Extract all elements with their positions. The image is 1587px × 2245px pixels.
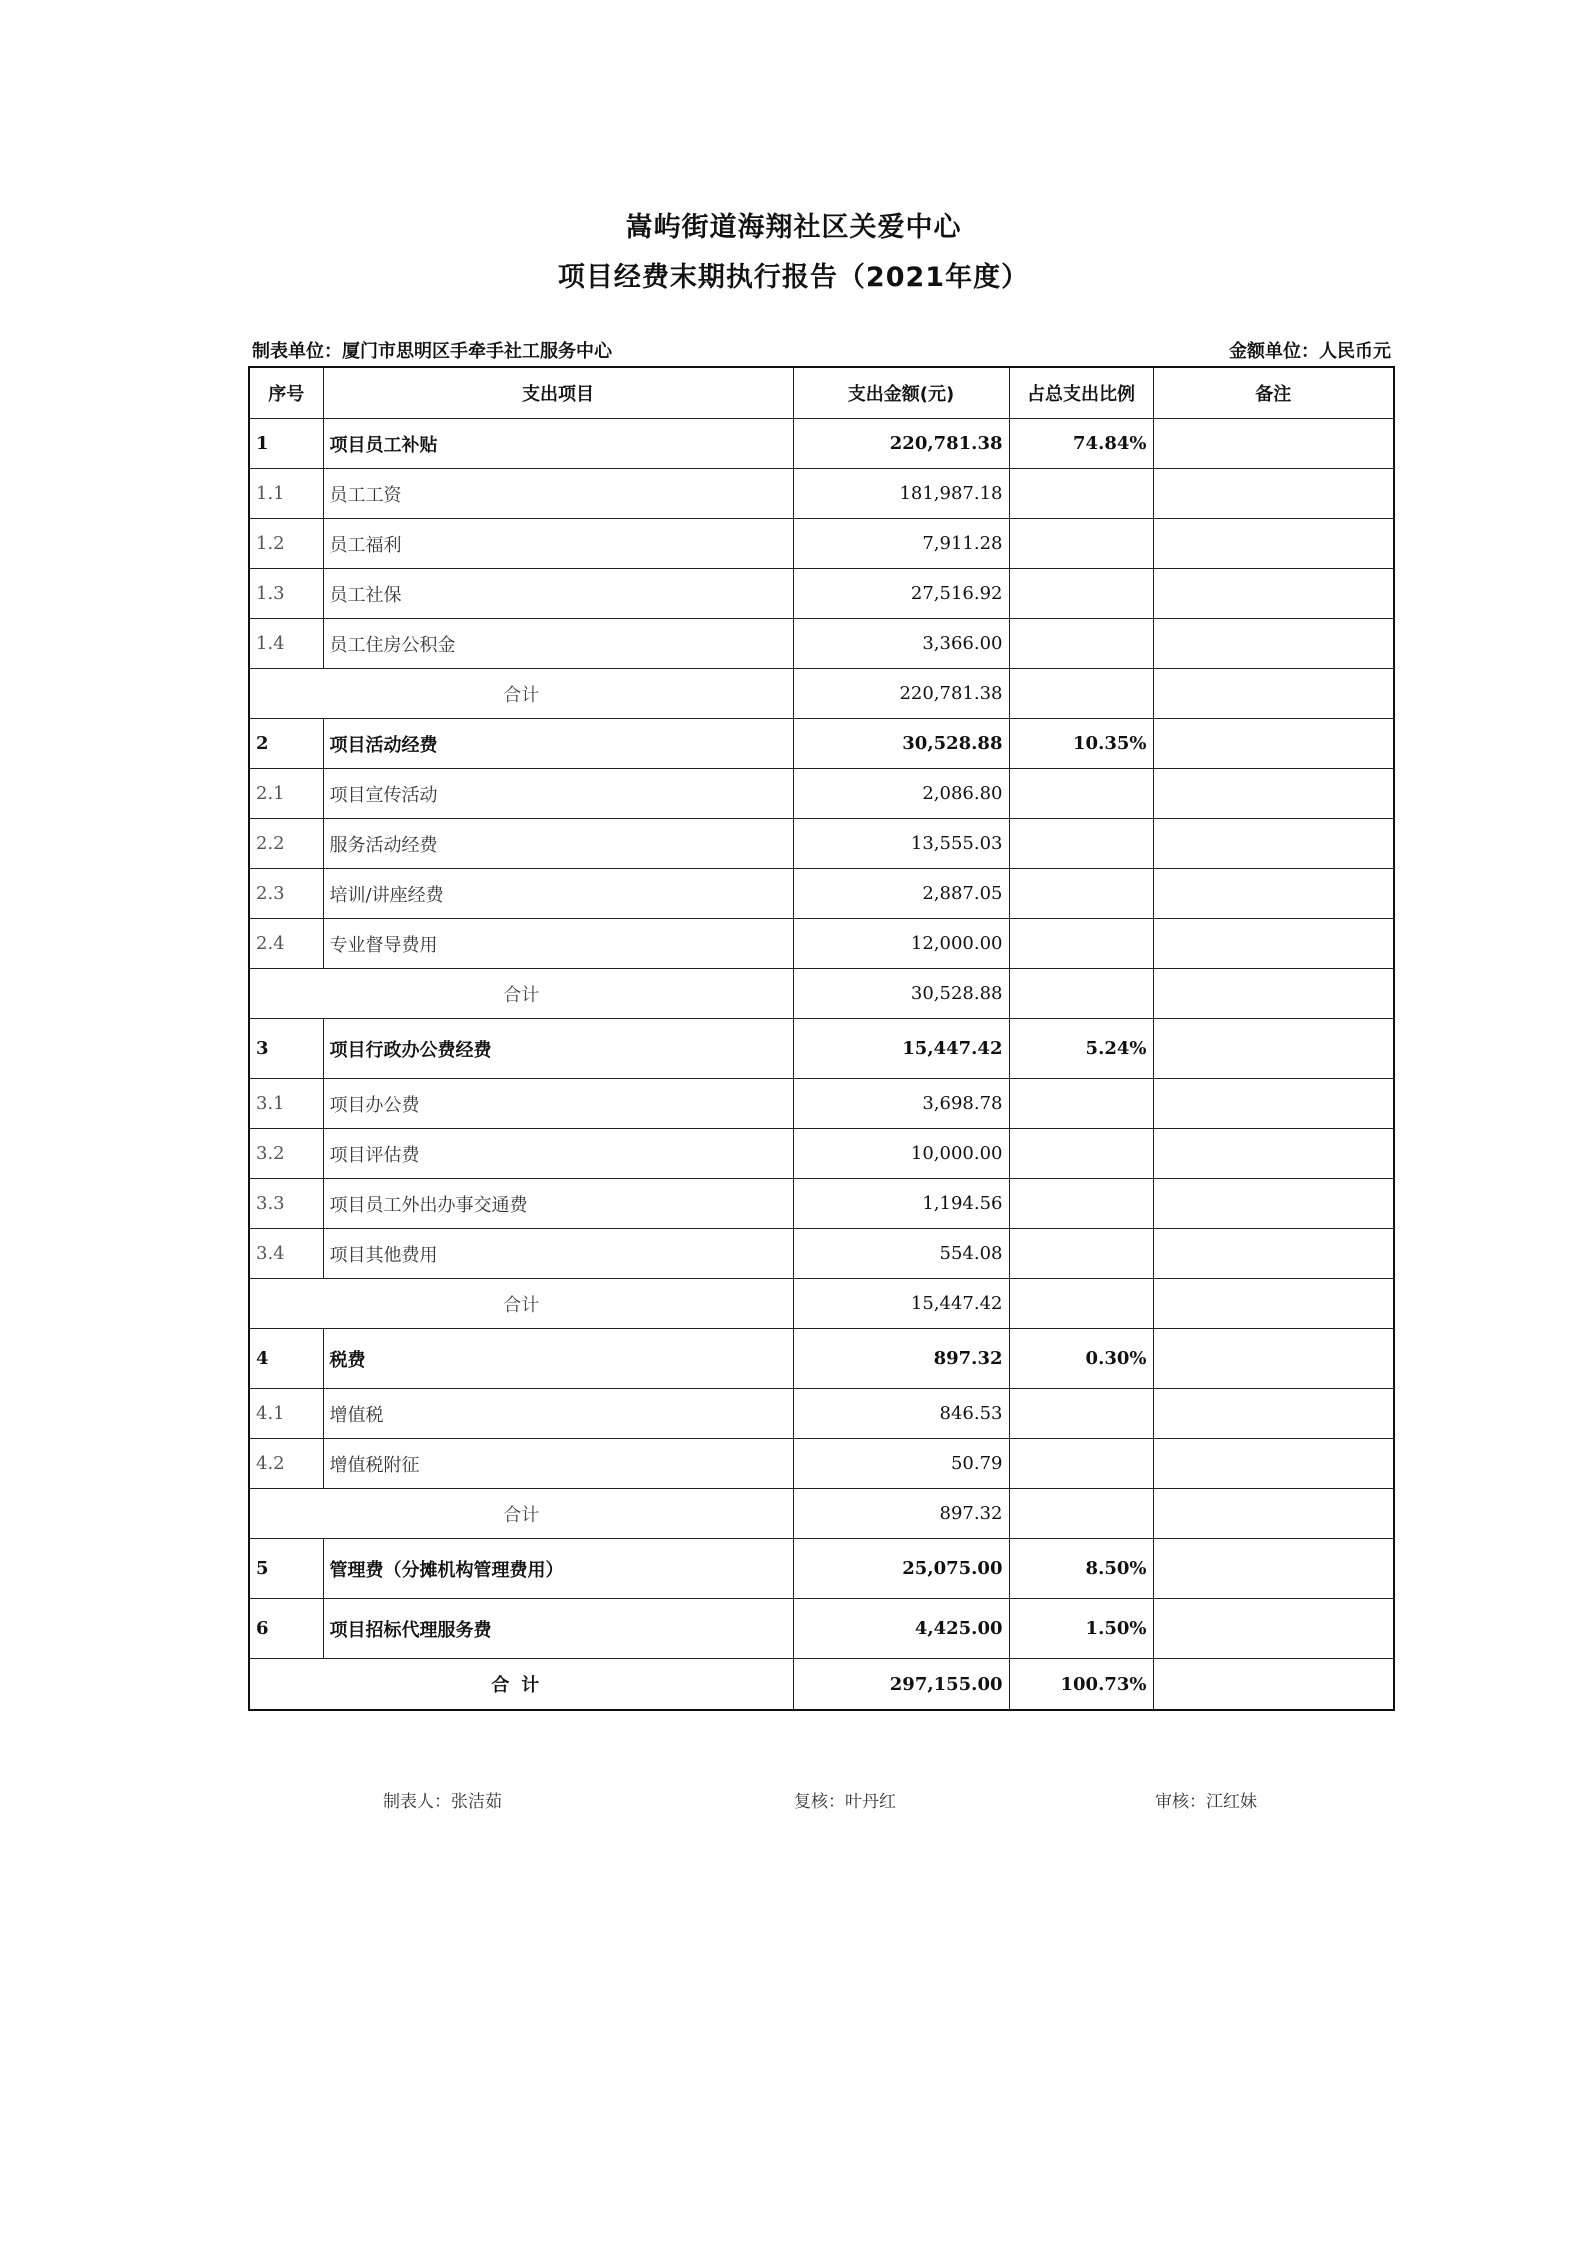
- row-remarks: [1153, 1179, 1394, 1229]
- category-row: [249, 1599, 1394, 1659]
- grand-total-label: 合计: [249, 1659, 793, 1711]
- row-remarks: [1153, 919, 1394, 969]
- row-remarks: [1153, 719, 1394, 769]
- row-item: 项目活动经费: [323, 719, 793, 769]
- col-header-amount: 支出金额(元): [793, 367, 1009, 419]
- row-item: 增值税: [323, 1389, 793, 1439]
- table-row: [249, 769, 1394, 819]
- row-item: 服务活动经费: [323, 819, 793, 869]
- row-remarks: [1153, 1329, 1394, 1389]
- row-ratio: [1009, 519, 1153, 569]
- table-row: [249, 619, 1394, 669]
- row-item: 税费: [323, 1329, 793, 1389]
- row-no: 4.2: [249, 1439, 323, 1489]
- table-header-row: [249, 367, 1394, 419]
- row-amount: 27,516.92: [793, 569, 1009, 619]
- table-row: [249, 819, 1394, 869]
- row-no: 1.2: [249, 519, 323, 569]
- table-row: [249, 869, 1394, 919]
- category-row: [249, 719, 1394, 769]
- row-amount: 1,194.56: [793, 1179, 1009, 1229]
- row-item: 项目员工补贴: [323, 419, 793, 469]
- row-item: 项目宣传活动: [323, 769, 793, 819]
- row-amount: 554.08: [793, 1229, 1009, 1279]
- row-item: 培训/讲座经费: [323, 869, 793, 919]
- row-remarks: [1153, 769, 1394, 819]
- row-ratio: [1009, 1129, 1153, 1179]
- subtotal-amount: 897.32: [793, 1489, 1009, 1539]
- row-ratio: [1009, 969, 1153, 1019]
- currency-unit: 金额单位：人民币元: [1229, 341, 1391, 362]
- row-no: 3.3: [249, 1179, 323, 1229]
- row-ratio: [1009, 1079, 1153, 1129]
- row-no: 5: [249, 1539, 323, 1599]
- row-no: 2.2: [249, 819, 323, 869]
- row-amount: 181,987.18: [793, 469, 1009, 519]
- category-row: [249, 1329, 1394, 1389]
- row-remarks: [1153, 569, 1394, 619]
- row-ratio: [1009, 619, 1153, 669]
- subtotal-label: 合计: [249, 1489, 793, 1539]
- row-item: 项目办公费: [323, 1079, 793, 1129]
- subtotal-label: 合计: [249, 969, 793, 1019]
- row-amount: 220,781.38: [793, 419, 1009, 469]
- col-header-item: 支出项目: [323, 367, 793, 419]
- row-ratio: [1009, 669, 1153, 719]
- row-ratio: [1009, 819, 1153, 869]
- row-remarks: [1153, 419, 1394, 469]
- row-amount: 3,698.78: [793, 1079, 1009, 1129]
- table-row: [249, 1129, 1394, 1179]
- subtotal-row: [249, 1489, 1394, 1539]
- subtotal-amount: 30,528.88: [793, 969, 1009, 1019]
- row-amount: 15,447.42: [793, 1019, 1009, 1079]
- table-row: [249, 1439, 1394, 1489]
- row-remarks: [1153, 819, 1394, 869]
- row-remarks: [1153, 869, 1394, 919]
- col-header-remarks: 备注: [1153, 367, 1394, 419]
- row-item: 管理费（分摊机构管理费用）: [323, 1539, 793, 1599]
- row-item: 员工社保: [323, 569, 793, 619]
- expense-table: [248, 366, 1395, 1711]
- row-remarks: [1153, 1079, 1394, 1129]
- row-no: 3.1: [249, 1079, 323, 1129]
- table-row: [249, 1389, 1394, 1439]
- row-item: 增值税附征: [323, 1439, 793, 1489]
- subtotal-label: 合计: [249, 1279, 793, 1329]
- table-row: [249, 1179, 1394, 1229]
- row-item: 项目其他费用: [323, 1229, 793, 1279]
- row-item: 专业督导费用: [323, 919, 793, 969]
- row-amount: 30,528.88: [793, 719, 1009, 769]
- auditor-signature: 审核：江红妹: [1155, 1792, 1257, 1812]
- row-no: 1: [249, 419, 323, 469]
- row-no: 3.2: [249, 1129, 323, 1179]
- row-item: 项目招标代理服务费: [323, 1599, 793, 1659]
- row-no: 4.1: [249, 1389, 323, 1439]
- row-amount: 25,075.00: [793, 1539, 1009, 1599]
- row-item: 员工福利: [323, 519, 793, 569]
- row-amount: 4,425.00: [793, 1599, 1009, 1659]
- row-remarks: [1153, 1129, 1394, 1179]
- row-no: 2: [249, 719, 323, 769]
- row-no: 1.1: [249, 469, 323, 519]
- row-remarks: [1153, 969, 1394, 1019]
- row-amount: 12,000.00: [793, 919, 1009, 969]
- row-remarks: [1153, 1539, 1394, 1599]
- row-ratio: [1009, 1489, 1153, 1539]
- row-ratio: 10.35%: [1009, 719, 1153, 769]
- row-item: 项目行政办公费经费: [323, 1019, 793, 1079]
- preparer-signature: 制表人：张洁茹: [383, 1792, 502, 1812]
- row-no: 6: [249, 1599, 323, 1659]
- subtotal-amount: 15,447.42: [793, 1279, 1009, 1329]
- row-remarks: [1153, 519, 1394, 569]
- row-remarks: [1153, 1279, 1394, 1329]
- row-remarks: [1153, 1659, 1394, 1711]
- row-ratio: [1009, 1389, 1153, 1439]
- row-remarks: [1153, 619, 1394, 669]
- row-remarks: [1153, 469, 1394, 519]
- row-ratio: 8.50%: [1009, 1539, 1153, 1599]
- table-row: [249, 469, 1394, 519]
- subtotal-row: [249, 969, 1394, 1019]
- grand-total-ratio: 100.73%: [1009, 1659, 1153, 1711]
- row-item: 项目员工外出办事交通费: [323, 1179, 793, 1229]
- row-amount: 10,000.00: [793, 1129, 1009, 1179]
- reviewer-signature: 复核：叶丹红: [794, 1792, 896, 1812]
- row-amount: 50.79: [793, 1439, 1009, 1489]
- row-ratio: [1009, 1229, 1153, 1279]
- prepared-by-unit: 制表单位：厦门市思明区手牵手社工服务中心: [252, 341, 612, 362]
- row-amount: 3,366.00: [793, 619, 1009, 669]
- row-remarks: [1153, 1389, 1394, 1439]
- category-row: [249, 1539, 1394, 1599]
- row-ratio: [1009, 869, 1153, 919]
- grand-total-row: [249, 1659, 1394, 1711]
- row-remarks: [1153, 1439, 1394, 1489]
- subtotal-row: [249, 669, 1394, 719]
- row-ratio: 5.24%: [1009, 1019, 1153, 1079]
- table-row: [249, 569, 1394, 619]
- row-item: 项目评估费: [323, 1129, 793, 1179]
- category-row: [249, 419, 1394, 469]
- row-amount: 7,911.28: [793, 519, 1009, 569]
- row-no: 4: [249, 1329, 323, 1389]
- row-ratio: [1009, 469, 1153, 519]
- table-row: [249, 1079, 1394, 1129]
- row-no: 3.4: [249, 1229, 323, 1279]
- row-amount: 13,555.03: [793, 819, 1009, 869]
- row-ratio: 1.50%: [1009, 1599, 1153, 1659]
- category-row: [249, 1019, 1394, 1079]
- subtotal-amount: 220,781.38: [793, 669, 1009, 719]
- col-header-no: 序号: [249, 367, 323, 419]
- row-no: 1.3: [249, 569, 323, 619]
- grand-total-amount: 297,155.00: [793, 1659, 1009, 1711]
- row-ratio: 0.30%: [1009, 1329, 1153, 1389]
- row-no: 2.4: [249, 919, 323, 969]
- row-no: 3: [249, 1019, 323, 1079]
- row-remarks: [1153, 669, 1394, 719]
- report-org-title: 嵩屿街道海翔社区关爱中心: [625, 212, 962, 243]
- row-amount: 846.53: [793, 1389, 1009, 1439]
- row-ratio: [1009, 919, 1153, 969]
- report-title: 项目经费末期执行报告（2021年度）: [557, 262, 1030, 293]
- row-no: 2.3: [249, 869, 323, 919]
- table-row: [249, 1229, 1394, 1279]
- table-row: [249, 519, 1394, 569]
- row-ratio: [1009, 569, 1153, 619]
- row-no: 1.4: [249, 619, 323, 669]
- row-amount: 2,086.80: [793, 769, 1009, 819]
- row-remarks: [1153, 1599, 1394, 1659]
- row-remarks: [1153, 1489, 1394, 1539]
- row-amount: 2,887.05: [793, 869, 1009, 919]
- row-ratio: [1009, 1279, 1153, 1329]
- row-item: 员工工资: [323, 469, 793, 519]
- row-amount: 897.32: [793, 1329, 1009, 1389]
- row-remarks: [1153, 1019, 1394, 1079]
- row-ratio: [1009, 769, 1153, 819]
- subtotal-label: 合计: [249, 669, 793, 719]
- table-row: [249, 919, 1394, 969]
- row-item: 员工住房公积金: [323, 619, 793, 669]
- row-ratio: 74.84%: [1009, 419, 1153, 469]
- col-header-ratio: 占总支出比例: [1009, 367, 1153, 419]
- subtotal-row: [249, 1279, 1394, 1329]
- row-ratio: [1009, 1439, 1153, 1489]
- row-no: 2.1: [249, 769, 323, 819]
- row-ratio: [1009, 1179, 1153, 1229]
- row-remarks: [1153, 1229, 1394, 1279]
